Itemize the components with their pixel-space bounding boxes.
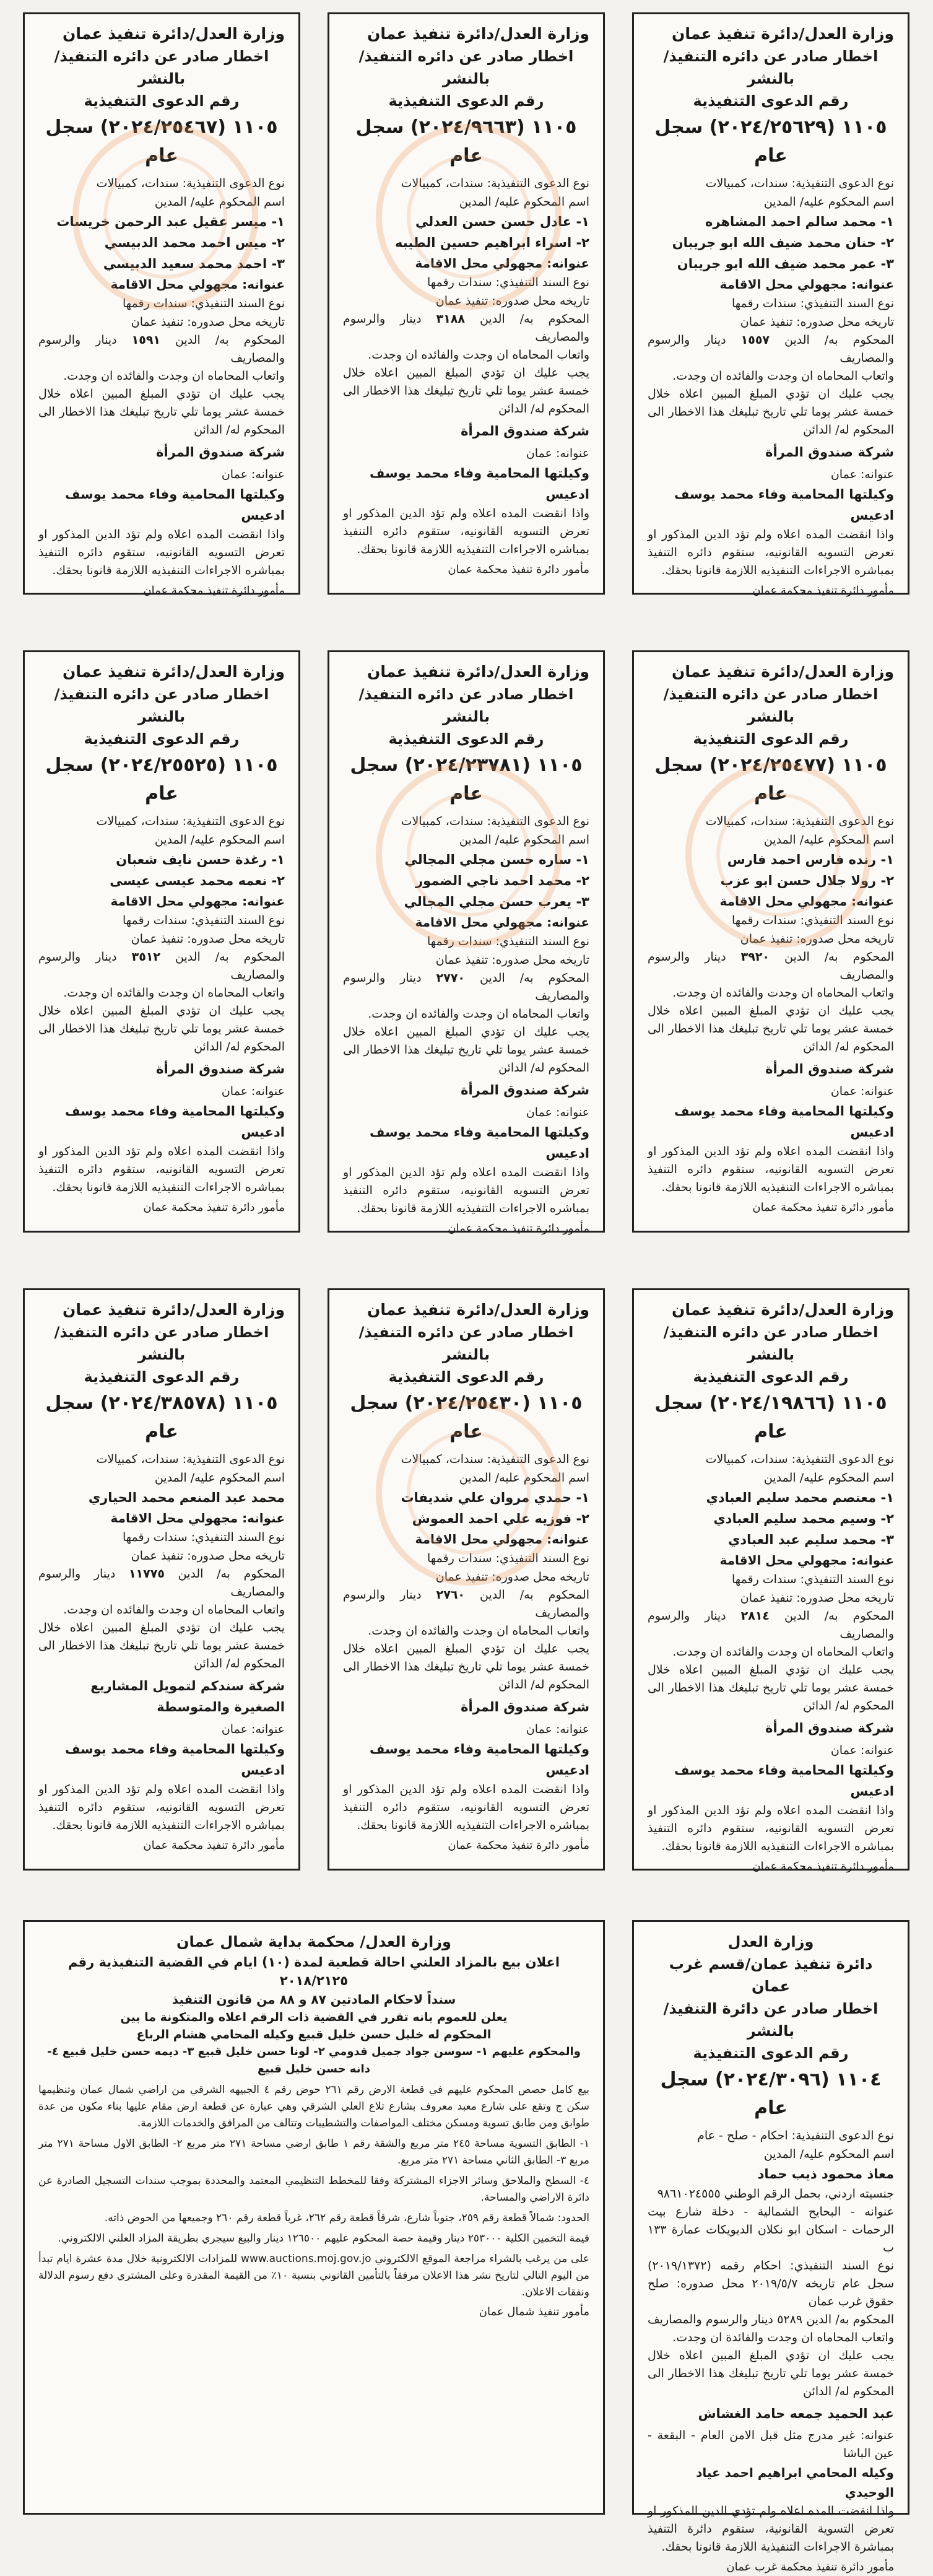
amount-label: المحكوم به/ الدين xyxy=(784,1609,895,1623)
claim-type: نوع الدعوى التنفيذية: سندات، كمبيالات xyxy=(401,814,589,828)
defendant-name: ١- عادل حسن حسن العدلي xyxy=(415,214,589,229)
defendant-name: ١- محمد سالم احمد المشاهره xyxy=(705,214,894,229)
west-defendant: معاذ محمود ذيب حماد xyxy=(757,2167,894,2181)
warning-text: واذا انقضت المده اعلاه ولم تؤد الدين المذكور او تعرض التسويه القانونيه، ستقوم دائره التنفيذ بمباشره الاجراءات التنفيذيه اللازمة قانونا بحقك. xyxy=(648,1804,894,1853)
claim-type: نوع الدعوى التنفيذية: سندات، كمبيالات xyxy=(401,177,589,190)
payment-notice: يجب عليك ان تؤدي المبلغ المبين اعلاه خلال خمسة عشر يوما تلي تاريخ تبليغك هذا الاخطار الى المحكوم له/ الدائن xyxy=(648,1004,894,1054)
amount-extra: واتعاب المحاماه ان وجدت والفائده ان وجدت. xyxy=(672,1645,894,1659)
west-dept: دائرة تنفيذ عمان/قسم غرب عمان xyxy=(669,1955,873,1995)
address-line: عنوانه: مجهولي محل الاقامة xyxy=(719,277,894,292)
payment-notice: يجب عليك ان تؤدي المبلغ المبين اعلاه خلال خمسة عشر يوما تلي تاريخ تبليغك هذا الاخطار الى المحكوم له/ الدائن xyxy=(648,387,894,437)
case-number: ١١٠٥ (٢٠٢٤/٢٥٤٣٠) سجل عام xyxy=(350,1392,583,1443)
defendant-name: ٣- عمر محمد ضيف الله ابو جريبان xyxy=(677,256,894,271)
notice-card xyxy=(328,12,605,595)
issue-place: تاريخه محل صدوره: تنفيذ عمان xyxy=(435,953,589,967)
bond-type: نوع السند التنفيذي: سندات رقمها xyxy=(731,914,894,927)
creditor-address: عنوانه: عمان xyxy=(526,1106,589,1119)
amount-line xyxy=(343,1586,589,1622)
signature: مأمور دائرة تنفيذ محكمة عمان xyxy=(448,1839,589,1852)
amount-value: ٢٧٦٠ xyxy=(436,1588,466,1602)
case-type-heading: رقم الدعوى التنفيذية xyxy=(84,730,240,748)
amount-line xyxy=(343,969,589,1005)
auction-body xyxy=(38,2082,589,2301)
issue-place: تاريخه محل صدوره: تنفيذ عمان xyxy=(131,1549,285,1563)
amount-extra: واتعاب المحاماه ان وجدت والفائده ان وجدت. xyxy=(63,369,285,383)
notice-header: اخطار صادر عن دائره التنفيذ/ بالنشر xyxy=(663,1324,879,1363)
defendant-list xyxy=(343,211,589,253)
amount-line xyxy=(648,331,894,367)
payment-notice: يجب عليك ان تؤدي المبلغ المبين اعلاه خلال خمسة عشر يوما تلي تاريخ تبليغك هذا الاخطار الى المحكوم له/ الدائن xyxy=(343,1025,589,1075)
defendant-list xyxy=(38,211,285,274)
defendant-label: اسم المحكوم عليه/ المدين xyxy=(154,833,285,847)
issue-place: تاريخه محل صدوره: تنفيذ عمان xyxy=(435,1570,589,1584)
case-number: ١١٠٥ (٢٠٢٤/٢٣٧٨١) سجل عام xyxy=(350,754,583,805)
defendant-name: ٢- اسراء ابراهيم حسين الطيبه xyxy=(395,235,589,250)
defendant-name: ٢- نعمه محمد عيسى عيسى xyxy=(110,873,285,888)
amount-label: المحكوم به/ الدين xyxy=(175,333,285,347)
address-line: عنوانه: مجهولي محل الاقامة xyxy=(110,894,285,909)
creditor-name: شركة صندوق المرأة xyxy=(156,1062,285,1076)
address-line: عنوانه: مجهولي محل الاقامة xyxy=(415,1532,589,1547)
amount-line xyxy=(648,1607,894,1643)
amount-value: ١١٧٧٥ xyxy=(128,1567,165,1581)
auction-paragraph: قيمة التخمين الكلية ٢٥٣٠٠٠ دينار وقيمة حصة المحكوم عليهم ١٢٦٥٠٠ دينار والبيع سيجري بطريقة المزاد العلني الالكتروني. xyxy=(58,2232,589,2245)
auction-paragraph: ٤- السطح والملاحق وسائر الاجزاء المشتركة وفقا للمخطط التنظيمي المعتمد والمحددة بموجب سندات التسجيل الصادرة عن دائرة الاراضي والمساحة. xyxy=(38,2175,589,2204)
creditor-name: شركة صندوق المرأة xyxy=(765,1721,894,1736)
defendant-name: ١- معتصم محمد سليم العبادي xyxy=(706,1490,894,1505)
ministry-heading: وزارة العدل/دائرة تنفيذ عمان xyxy=(63,663,285,681)
defendant-name: ١- ميسر عقيل عبد الرحمن خريسات xyxy=(56,214,285,229)
claim-type: نوع الدعوى التنفيذية: سندات، كمبيالات xyxy=(96,814,285,828)
amount-value: ١٥٩١ xyxy=(131,333,161,347)
west-header: اخطار صادر عن دائرة التنفيذ/ بالنشر xyxy=(663,2000,879,2040)
warning-text: واذا انقضت المده اعلاه ولم تؤد الدين المذكور او تعرض التسويه القانونيه، ستقوم دائره التنفيذ بمباشره الاجراءات التنفيذيه اللازمة قانونا بحقك. xyxy=(343,507,589,556)
creditor-name: شركة صندوق المرأة xyxy=(156,445,285,460)
case-number: ١١٠٥ (٢٠٢٤/٩٦٦٣) سجل عام xyxy=(355,116,577,167)
west-defendant-label: اسم المحكوم عليه/ المدين xyxy=(763,2147,894,2161)
bond-type: نوع السند التنفيذي: سندات رقمها xyxy=(427,935,589,948)
auction-paragraph: على من يرغب بالشراء مراجعة الموقع الالكتروني www.auctions.moj.gov.jo للمزادات الالكترونية خلال مدة عشرة ايام تبدأ من اليوم التالي لتاريخ نشر هذا الاعلان مرفقاً بالتأمين القانوني بنسبة ١٠٪ من القيمة المقدرة وعلى المشتري دفع رسوم الدلالة ونفقات الاعلان. xyxy=(38,2253,589,2299)
case-type-heading: رقم الدعوى التنفيذية xyxy=(84,92,240,110)
notice-card xyxy=(328,650,605,1233)
payment-notice: يجب عليك ان تؤدي المبلغ المبين اعلاه خلال خمسة عشر يوما تلي تاريخ تبليغك هذا الاخطار الى المحكوم له/ الدائن xyxy=(38,1621,285,1670)
west-ministry: وزارة العدل xyxy=(727,1933,814,1950)
creditor-address: عنوانه: عمان xyxy=(221,1085,285,1098)
issue-place: تاريخه محل صدوره: تنفيذ عمان xyxy=(131,315,285,329)
amount-label: المحكوم به/ الدين xyxy=(784,950,895,964)
bond-type: نوع السند التنفيذي: سندات رقمها xyxy=(427,276,589,289)
amount-extra: واتعاب المحاماه ان وجدت والفائده ان وجدت. xyxy=(368,1007,589,1021)
warning-text: واذا انقضت المده اعلاه ولم تؤد الدين المذكور او تعرض التسويه القانونيه، ستقوم دائره التنفيذ بمباشره الاجراءات التنفيذيه اللازمة قانونا بحقك. xyxy=(648,1145,894,1194)
notice-card xyxy=(23,12,300,595)
case-number: ١١٠٥ (٢٠٢٤/٣٨٥٧٨) سجل عام xyxy=(45,1392,278,1443)
issue-place: تاريخه محل صدوره: تنفيذ عمان xyxy=(740,1591,894,1605)
case-type-heading: رقم الدعوى التنفيذية xyxy=(693,92,849,110)
notice-header: اخطار صادر عن دائره التنفيذ/ بالنشر xyxy=(54,48,269,87)
defendant-list xyxy=(343,849,589,912)
case-number: ١١٠٥ (٢٠٢٤/٢٥٤٦٧) سجل عام xyxy=(45,116,278,167)
address-line: عنوانه: مجهولي محل الاقامة xyxy=(415,915,589,930)
bond-type: نوع السند التنفيذي: سندات رقمها xyxy=(122,1530,285,1544)
defendant-name: ٢- محمد احمد ناجي الضمور xyxy=(415,873,589,888)
auction-paragraph: بيع كامل حصص المحكوم عليهم في قطعة الارض رقم ٢٦١ حوض رقم ٤ الجبيهه الشرقي من اراضي شمال عمان وتنظيمها سكن ج وتقع على شارع معبد معروف بشارع تلاع العلي الشرقي وهي عبارة عن قطعة ارض مقام عليها بناء مكون من عدة طوابق ومن طابق تسوية ومسكن مختلف المواصفات والتشطيبات وتتالف من المرافق والخدمات اللازمة. xyxy=(38,2084,589,2129)
amount-line xyxy=(648,948,894,984)
case-type-heading: رقم الدعوى التنفيذية xyxy=(388,1368,544,1386)
defendant-label: اسم المحكوم عليه/ المدين xyxy=(763,195,894,209)
creditor-name: شركة صندوق المرأة xyxy=(461,424,589,439)
claim-type: نوع الدعوى التنفيذية: سندات، كمبيالات xyxy=(401,1452,589,1466)
amount-fees: دينار والرسوم والمصاريف xyxy=(343,971,589,1003)
west-signature: مأمور دائرة تنفيذ محكمة غرب عمان xyxy=(726,2561,894,2574)
auction-title: اعلان بيع بالمزاد العلني احالة قطعية لمدة (١٠) ايام في القضية التنفيذية رقم ٢٠١٨/٢١٢٥ xyxy=(67,1955,560,1988)
payment-notice: يجب عليك ان تؤدي المبلغ المبين اعلاه خلال خمسة عشر يوما تلي تاريخ تبليغك هذا الاخطار الى المحكوم له/ الدائن xyxy=(343,366,589,416)
west-creditor-address: عنوانه: غير مدرج مثل قبل الامن العام - البقعة - عين الباشا xyxy=(648,2429,894,2460)
bond-type: نوع السند التنفيذي: سندات رقمها xyxy=(427,1552,589,1565)
payment-notice: يجب عليك ان تؤدي المبلغ المبين اعلاه خلال خمسة عشر يوما تلي تاريخ تبليغك هذا الاخطار الى المحكوم له/ الدائن xyxy=(38,387,285,437)
creditor-address: عنوانه: عمان xyxy=(830,468,894,481)
auction-creditor: المحكوم له خليل حسن خليل قبيع وكيله المحامي هشام الرباع xyxy=(136,2028,492,2041)
amount-value: ١٥٥٧ xyxy=(740,333,770,347)
west-creditor: عبد الحميد جمعه حامد الغشاش xyxy=(698,2406,894,2421)
creditor-lawyer: وكيلتها المحامية وفاء محمد يوسف ادعيس xyxy=(674,1763,894,1799)
defendant-list xyxy=(648,1487,894,1550)
notice-header: اخطار صادر عن دائره التنفيذ/ بالنشر xyxy=(663,686,879,725)
warning-text: واذا انقضت المده اعلاه ولم تؤد الدين المذكور او تعرض التسويه القانونيه، ستقوم دائره التنفيذ بمباشره الاجراءات التنفيذيه اللازمة قانونا بحقك. xyxy=(648,528,894,577)
case-type-heading: رقم الدعوى التنفيذية xyxy=(84,1368,240,1386)
warning-text: واذا انقضت المده اعلاه ولم تؤد الدين المذكور او تعرض التسويه القانونيه، ستقوم دائره التنفيذ بمباشره الاجراءات التنفيذيه اللازمة قانونا بحقك. xyxy=(38,1783,285,1832)
creditor-name: شركة صندوق المرأة xyxy=(461,1083,589,1098)
amount-extra: واتعاب المحاماه ان وجدت والفائده ان وجدت. xyxy=(672,369,894,383)
notice-header: اخطار صادر عن دائره التنفيذ/ بالنشر xyxy=(54,686,269,725)
auction-notice xyxy=(23,1920,605,2515)
amount-value: ٢٨١٤ xyxy=(740,1609,770,1623)
signature: مأمور دائرة تنفيذ محكمة عمان xyxy=(143,1839,285,1852)
creditor-address: عنوانه: عمان xyxy=(526,1722,589,1736)
case-number: ١١٠٥ (٢٠٢٤/١٩٨٦٦) سجل عام xyxy=(654,1392,887,1443)
amount-fees: دينار والرسوم والمصاريف xyxy=(343,312,589,344)
amount-label: المحكوم به/ الدين xyxy=(784,333,895,347)
amount-label: المحكوم به/ الدين xyxy=(480,312,590,326)
west-amount: المحكوم به/ الدين ٥٢٨٩ دينار والرسوم والمصاريف واتعاب المحاماه ان وجدت والفائدة ان وجدت. xyxy=(648,2313,894,2344)
west-bond: نوع السند التنفيذي: احكام رقمه (٢٠١٩/١٣٧٢) سجل عام تاريخه ٢٠١٩/٥/٧ محل صدوره: صلح حقوق غرب عمان xyxy=(648,2259,895,2308)
creditor-lawyer: وكيلتها المحامية وفاء محمد يوسف ادعيس xyxy=(674,487,894,523)
notice-card xyxy=(23,1288,300,1871)
address-line: عنوانه: مجهولي محل الاقامة xyxy=(110,1511,285,1526)
amount-fees: دينار والرسوم والمصاريف xyxy=(648,1609,894,1641)
payment-notice: يجب عليك ان تؤدي المبلغ المبين اعلاه خلال خمسة عشر يوما تلي تاريخ تبليغك هذا الاخطار الى المحكوم له/ الدائن xyxy=(648,1663,894,1713)
west-case-number: ١١٠٤ (٢٠٢٤/٣٠٩٦) سجل عام xyxy=(660,2069,882,2119)
notice-header: اخطار صادر عن دائره التنفيذ/ بالنشر xyxy=(663,48,879,87)
bond-type: نوع السند التنفيذي: سندات رقمها xyxy=(731,1573,894,1586)
notice-header: اخطار صادر عن دائره التنفيذ/ بالنشر xyxy=(358,48,574,87)
defendant-label: اسم المحكوم عليه/ المدين xyxy=(763,1471,894,1485)
notice-header: اخطار صادر عن دائره التنفيذ/ بالنشر xyxy=(358,686,574,725)
case-type-heading: رقم الدعوى التنفيذية xyxy=(693,1368,849,1386)
issue-place: تاريخه محل صدوره: تنفيذ عمان xyxy=(740,315,894,329)
defendant-name: ٢- رولا جلال حسن ابو عزب xyxy=(720,873,894,888)
ministry-heading: وزارة العدل/دائرة تنفيذ عمان xyxy=(63,1301,285,1319)
defendant-label: اسم المحكوم عليه/ المدين xyxy=(154,195,285,209)
ministry-heading: وزارة العدل/دائرة تنفيذ عمان xyxy=(367,663,589,681)
creditor-address: عنوانه: عمان xyxy=(221,468,285,481)
defendant-list xyxy=(343,1487,589,1529)
defendant-label: اسم المحكوم عليه/ المدين xyxy=(763,833,894,847)
amount-label: المحكوم به/ الدين xyxy=(480,1588,590,1602)
amount-extra: واتعاب المحاماه ان وجدت والفائده ان وجدت. xyxy=(63,986,285,1000)
amount-extra: واتعاب المحاماه ان وجدت والفائده ان وجدت. xyxy=(672,986,894,1000)
amount-line xyxy=(38,331,285,367)
address-line: عنوانه: مجهولي محل الاقامة xyxy=(110,277,285,292)
creditor-name: شركة سندكم لتمويل المشاريع الصغيرة والمتوسطة xyxy=(90,1679,285,1714)
auction-ministry: وزارة العدل/ محكمة بداية شمال عمان xyxy=(176,1933,451,1950)
creditor-lawyer: وكيلتها المحامية وفاء محمد يوسف ادعيس xyxy=(65,1104,285,1140)
defendant-name: ١- رغدة حسن نايف شعبان xyxy=(116,852,285,867)
west-claim-type: نوع الدعوى التنفيذية: احكام - صلح - عام xyxy=(697,2129,894,2142)
creditor-name: شركة صندوق المرأة xyxy=(765,445,894,460)
case-number: ١١٠٥ (٢٠٢٤/٢٥٦٢٩) سجل عام xyxy=(654,116,887,167)
claim-type: نوع الدعوى التنفيذية: سندات، كمبيالات xyxy=(705,814,894,828)
amount-extra: واتعاب المحاماه ان وجدت والفائده ان وجدت. xyxy=(368,1624,589,1638)
ministry-heading: وزارة العدل/دائرة تنفيذ عمان xyxy=(367,25,589,43)
ministry-heading: وزارة العدل/دائرة تنفيذ عمان xyxy=(672,1301,894,1319)
issue-place: تاريخه محل صدوره: تنفيذ عمان xyxy=(740,932,894,946)
creditor-lawyer: وكيلتها المحامية وفاء محمد يوسف ادعيس xyxy=(370,1125,589,1161)
amount-fees: دينار والرسوم والمصاريف xyxy=(648,950,894,982)
defendant-label: اسم المحكوم عليه/ المدين xyxy=(459,1471,589,1485)
amount-extra: واتعاب المحاماه ان وجدت والفائده ان وجدت. xyxy=(63,1603,285,1617)
payment-notice: يجب عليك ان تؤدي المبلغ المبين اعلاه خلال خمسة عشر يوما تلي تاريخ تبليغك هذا الاخطار الى المحكوم له/ الدائن xyxy=(343,1642,589,1692)
defendant-name: محمد عبد المنعم محمد الحياري xyxy=(88,1490,285,1505)
amount-value: ٣٩٢٠ xyxy=(740,950,770,964)
auction-debtors: والمحكوم عليهم ١- سوسن جواد جميل قدومي ٢- لونا حسن خليل قبيع ٣- ديمه حسن خليل قبيع ٤- دانه حسن خليل قبيع xyxy=(47,2045,581,2076)
defendant-name: ٢- وسيم محمد سليم العبادي xyxy=(713,1511,894,1526)
west-nationality: جنسيته اردني، بحمل الرقم الوطني ٩٨٦١٠٢٤٥٥٥ xyxy=(657,2187,894,2201)
defendant-name: ٢- حنان محمد ضيف الله ابو جريبان xyxy=(672,235,894,250)
creditor-lawyer: وكيلتها المحامية وفاء محمد يوسف ادعيس xyxy=(65,1742,285,1778)
defendant-label: اسم المحكوم عليه/ المدين xyxy=(459,833,589,847)
defendant-name: ٣- احمد محمد سعيد الدبيسي xyxy=(103,256,285,271)
notice-card xyxy=(328,1288,605,1871)
address-line: عنوانه: مجهولي محل الاقامة xyxy=(719,1553,894,1568)
amount-fees: دينار والرسوم والمصاريف xyxy=(38,1567,285,1599)
signature: مأمور دائرة تنفيذ محكمة عمان xyxy=(143,1201,285,1214)
signature: مأمور دائرة تنفيذ محكمة عمان xyxy=(752,1860,894,1873)
claim-type: نوع الدعوى التنفيذية: سندات، كمبيالات xyxy=(705,177,894,190)
defendant-name: ٣- يعرب حسن مجلي المجالي xyxy=(404,894,589,909)
west-address: عنوانه - البحايح الشمالية - دخلة شارع بيت الرحمات - اسكان ابو نكلان الديويكات عمارة ١٣٣ ب xyxy=(648,2205,894,2255)
amount-value: ٣١٨٨ xyxy=(436,312,466,326)
amount-fees: دينار والرسوم والمصاريف xyxy=(343,1588,589,1620)
warning-text: واذا انقضت المده اعلاه ولم تؤد الدين المذكور او تعرض التسويه القانونيه، ستقوم دائره التنفيذ بمباشره الاجراءات التنفيذيه اللازمة قانونا بحقك. xyxy=(343,1783,589,1832)
bond-type: نوع السند التنفيذي: سندات رقمها xyxy=(122,914,285,927)
notice-card xyxy=(632,1288,909,1871)
address-line: عنوانه: مجهولي محل الاقامة xyxy=(719,894,894,909)
defendant-list xyxy=(648,211,894,274)
amount-fees: دينار والرسوم والمصاريف xyxy=(648,333,894,365)
auction-intro: يعلن للعموم بانه تقرر في القضية ذات الرقم اعلاه والمتكونة ما بين xyxy=(120,2011,508,2024)
creditor-lawyer: وكيلتها المحامية وفاء محمد يوسف ادعيس xyxy=(370,466,589,502)
amount-line xyxy=(38,1565,285,1601)
claim-type: نوع الدعوى التنفيذية: سندات، كمبيالات xyxy=(96,1452,285,1466)
defendant-name: ١- ساره حسن مجلي المجالي xyxy=(404,852,589,867)
notice-header: اخطار صادر عن دائره التنفيذ/ بالنشر xyxy=(54,1324,269,1363)
auction-signature: مأمور تنفيذ شمال عمان xyxy=(479,2305,589,2318)
case-type-heading: رقم الدعوى التنفيذية xyxy=(693,730,849,748)
west-payment: يجب عليك ان تؤدي المبلغ المبين اعلاه خلال خمسة عشر يوما تلي تاريخ تبليغك هذا الاخطار الى المحكوم له/ الدائن xyxy=(648,2349,894,2398)
west-amman-notice xyxy=(632,1920,909,2574)
auction-subtitle: سنداً لاحكام المادتين ٨٧ و ٨٨ من قانون التنفيذ xyxy=(171,1992,456,2007)
amount-fees: دينار والرسوم والمصاريف xyxy=(38,950,285,982)
amount-value: ٣٥١٢ xyxy=(131,950,161,964)
defendant-label: اسم المحكوم عليه/ المدين xyxy=(459,195,589,209)
amount-label: المحكوم به/ الدين xyxy=(480,971,590,985)
issue-place: تاريخه محل صدوره: تنفيذ عمان xyxy=(131,932,285,946)
claim-type: نوع الدعوى التنفيذية: سندات، كمبيالات xyxy=(96,177,285,190)
creditor-address: عنوانه: عمان xyxy=(830,1085,894,1098)
bond-type: نوع السند التنفيذي: سندات رقمها xyxy=(122,297,285,310)
defendant-list xyxy=(648,849,894,891)
notice-card xyxy=(632,12,909,595)
warning-text: واذا انقضت المده اعلاه ولم تؤد الدين المذكور او تعرض التسويه القانونيه، ستقوم دائره التنفيذ بمباشره الاجراءات التنفيذيه اللازمة قانونا بحقك. xyxy=(343,1166,589,1215)
signature: مأمور دائرة تنفيذ محكمة عمان xyxy=(448,563,589,576)
notice-header: اخطار صادر عن دائره التنفيذ/ بالنشر xyxy=(358,1324,574,1363)
amount-line xyxy=(38,948,285,984)
creditor-name: شركة صندوق المرأة xyxy=(765,1062,894,1076)
amount-line xyxy=(343,310,589,346)
case-type-heading: رقم الدعوى التنفيذية xyxy=(388,92,544,110)
ministry-heading: وزارة العدل/دائرة تنفيذ عمان xyxy=(63,25,285,43)
address-line: عنوانه: مجهولي محل الاقامة xyxy=(415,256,589,271)
ministry-heading: وزارة العدل/دائرة تنفيذ عمان xyxy=(367,1301,589,1319)
signature: مأمور دائرة تنفيذ محكمة عمان xyxy=(448,1222,589,1235)
payment-notice: يجب عليك ان تؤدي المبلغ المبين اعلاه خلال خمسة عشر يوما تلي تاريخ تبليغك هذا الاخطار الى المحكوم له/ الدائن xyxy=(38,1004,285,1054)
case-number: ١١٠٥ (٢٠٢٤/٢٥٤٧٧) سجل عام xyxy=(654,754,887,805)
ministry-heading: وزارة العدل/دائرة تنفيذ عمان xyxy=(672,663,894,681)
amount-extra: واتعاب المحاماه ان وجدت والفائده ان وجدت. xyxy=(368,348,589,362)
case-number: ١١٠٥ (٢٠٢٤/٢٥٥٢٥) سجل عام xyxy=(45,754,278,805)
issue-place: تاريخه محل صدوره: تنفيذ عمان xyxy=(435,294,589,308)
warning-text: واذا انقضت المده اعلاه ولم تؤد الدين المذكور او تعرض التسويه القانونيه، ستقوم دائره التنفيذ بمباشره الاجراءات التنفيذيه اللازمة قانونا بحقك. xyxy=(38,1145,285,1194)
ministry-heading: وزارة العدل/دائرة تنفيذ عمان xyxy=(672,25,894,43)
defendant-list xyxy=(38,1487,285,1508)
creditor-address: عنوانه: عمان xyxy=(526,447,589,460)
warning-text: واذا انقضت المده اعلاه ولم تؤد الدين المذكور او تعرض التسويه القانونيه، ستقوم دائره التنفيذ بمباشره الاجراءات التنفيذيه اللازمة قانونا بحقك. xyxy=(38,528,285,577)
signature: مأمور دائرة تنفيذ محكمة عمان xyxy=(752,584,894,597)
defendant-name: ١- حمدي مروان علي شديفات xyxy=(401,1490,589,1505)
creditor-name: شركة صندوق المرأة xyxy=(461,1700,589,1714)
defendant-label: اسم المحكوم عليه/ المدين xyxy=(154,1471,285,1485)
defendant-name: ٢- فوزيه علي احمد العموش xyxy=(412,1511,589,1526)
amount-label: المحكوم به/ الدين xyxy=(175,950,285,964)
west-warning: واذا انقضت المده اعلاه ولم تؤدي الدين المذكور او تعرض التسوية القانونية، ستقوم دائرة التنفيذ بمباشرة الاجراءات التنفيذية اللازمة قانونا بحقك. xyxy=(648,2504,894,2554)
creditor-address: عنوانه: عمان xyxy=(830,1744,894,1757)
defendant-name: ٢- ميس احمد محمد الدبيسي xyxy=(104,235,285,250)
west-case-heading: رقم الدعوى التنفيذية xyxy=(693,2045,849,2062)
auction-paragraph: ١- الطابق التسوية مساحة ٢٤٥ متر مربع والشقة رقم ١ طابق ارضي مساحة ٢٧١ متر مربع ٢- الطابق الاول مساحة ٢٧١ متر مربع ٣- الطابق الثاني مساحة ٢٧١ متر مربع. xyxy=(38,2137,589,2167)
creditor-address: عنوانه: عمان xyxy=(221,1722,285,1736)
defendant-list xyxy=(38,849,285,891)
claim-type: نوع الدعوى التنفيذية: سندات، كمبيالات xyxy=(705,1452,894,1466)
signature: مأمور دائرة تنفيذ محكمة عمان xyxy=(143,584,285,597)
case-type-heading: رقم الدعوى التنفيذية xyxy=(388,730,544,748)
notice-card xyxy=(23,650,300,1233)
notice-card xyxy=(632,650,909,1233)
auction-paragraph: الحدود: شمالاً قطعة رقم ٢٥٩، جنوباً شارع، شرقاً قطعة رقم ٢٦٢، غرباً قطعة رقم ٢٦٠ وجميعها من الحوض ذاته. xyxy=(104,2212,589,2224)
defendant-name: ٣- محمد سليم عبد العبادي xyxy=(728,1532,894,1547)
amount-value: ٢٧٧٠ xyxy=(436,971,466,985)
bond-type: نوع السند التنفيذي: سندات رقمها xyxy=(731,297,894,310)
amount-fees: دينار والرسوم والمصاريف xyxy=(38,333,285,365)
signature: مأمور دائرة تنفيذ محكمة عمان xyxy=(752,1201,894,1214)
amount-label: المحكوم به/ الدين xyxy=(178,1567,285,1581)
defendant-name: ١- رنده فارس احمد فارس xyxy=(727,852,894,867)
creditor-lawyer: وكيلتها المحامية وفاء محمد يوسف ادعيس xyxy=(674,1104,894,1140)
creditor-lawyer: وكيلتها المحامية وفاء محمد يوسف ادعيس xyxy=(370,1742,589,1778)
creditor-lawyer: وكيلتها المحامية وفاء محمد يوسف ادعيس xyxy=(65,487,285,523)
west-creditor-lawyer: وكيله المحامي ابراهيم احمد عياد الوحيدي xyxy=(696,2465,894,2500)
